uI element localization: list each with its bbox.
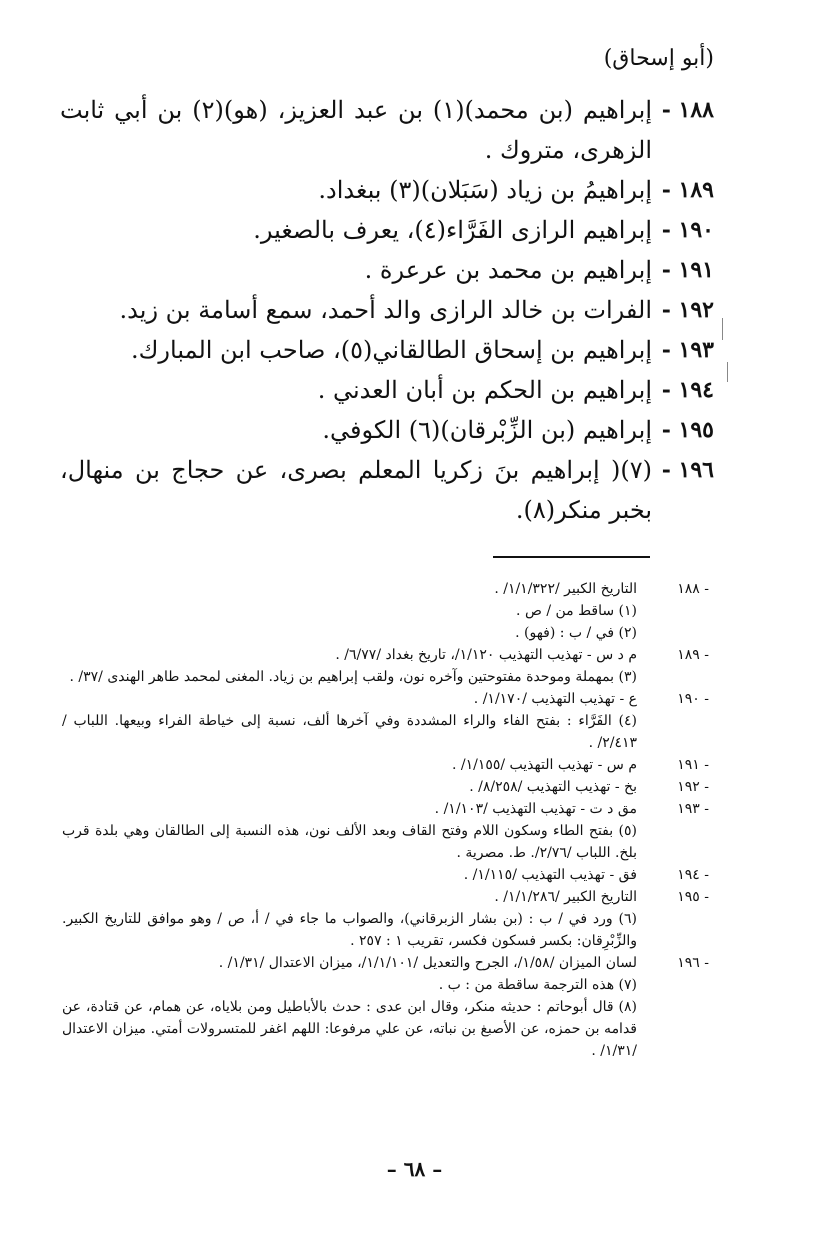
margin-mark (722, 318, 723, 340)
footnote-entry-number (637, 666, 709, 688)
footnote-row (62, 974, 709, 996)
footnote-text: (٣) بمهملة وموحدة مفتوحتين وآخره نون، ولقب إبراهيم بن زياد. المغنى لمحمد طاهر الهندى /٣٧/ . (69, 669, 637, 685)
footnote-text: (٢) في / ب : (فهو) . (515, 625, 637, 641)
entry-number: ١٩٣ - (661, 337, 714, 363)
footnote-entry-number: - ١٨٨ (677, 581, 709, 597)
footnote-entry-number (637, 908, 709, 952)
entry-192 (60, 290, 714, 330)
footnote-row (62, 864, 709, 886)
entries-list (60, 90, 714, 530)
entry-text: إبراهيم بن إسحاق الطالقاني(٥)، صاحب ابن المبارك. (131, 336, 652, 364)
footnote-row (62, 578, 709, 600)
entry-text: (٧)( إبراهيم بنَ زكريا المعلم بصرى، عن حجاج بن منهال، بخبر منكر(٨). (60, 456, 652, 524)
entry-number: ١٩٢ - (661, 297, 714, 323)
entry-190 (60, 210, 714, 250)
entry-number: ١٩١ - (661, 257, 714, 283)
footnote-text: (٤) الفَرَّاء : بفتح الفاء والراء المشددة وفي آخرها ألف، نسبة إلى خياطة الفراء وبيعها. اللباب /٢/٤١٣/ . (62, 713, 637, 751)
entry-text: إبراهيم (بن محمد)(١) بن عبد العزيز، (هو)(٢) بن أبي ثابت الزهرى، متروك . (60, 96, 653, 164)
footnote-entry-number: - ١٩٠ (677, 691, 709, 707)
entry-number: ١٩٥ - (661, 417, 714, 443)
footnote-row (62, 688, 709, 710)
entry-189 (60, 170, 714, 210)
footnote-text: التاريخ الكبير /١/١/٢٨٦/ . (494, 889, 637, 905)
entry-193 (60, 330, 714, 370)
entry-194 (60, 370, 714, 410)
page-number: – ٦٨ – (386, 1157, 443, 1181)
footnote-entry-number: - ١٩٢ (677, 779, 709, 795)
footnote-entry-number (637, 996, 709, 1062)
footnote-row (62, 600, 709, 622)
entry-number: ١٩٤ - (661, 377, 714, 403)
footnote-row (62, 644, 709, 666)
footnote-text: فق - تهذيب التهذيب /١/١١٥/ . (463, 867, 637, 883)
footnote-entry-number: - ١٩٤ (677, 867, 709, 883)
footnote-row (62, 776, 709, 798)
footnote-text: ع - تهذيب التهذيب /١/١٧٠/ . (473, 691, 637, 707)
footnote-text: (٥) بفتح الطاء وسكون اللام وفتح القاف وبعد الألف نون، هذه النسبة إلى الطالقان وهي بلدة قرب بلخ. اللباب /٢/٧٦/. ط. مصرية . (62, 823, 637, 861)
footnote-row (62, 886, 709, 908)
footnotes-list (62, 578, 709, 1062)
footnote-entry-number (637, 974, 709, 996)
footnote-entry-number (637, 710, 709, 754)
entry-188 (60, 90, 714, 170)
footnote-text: م س - تهذيب التهذيب /١/١٥٥/ . (451, 757, 637, 773)
footnote-row (62, 952, 709, 974)
footnote-text: (٧) هذه الترجمة ساقطة من : ب . (438, 977, 637, 993)
entry-195 (60, 410, 714, 450)
entry-number: ١٨٩ - (661, 177, 714, 203)
footnote-text: (١) ساقط من / ص . (516, 603, 637, 619)
footnote-row (62, 996, 709, 1062)
footnote-entry-number: - ١٩٦ (677, 955, 709, 971)
running-header: (أبو إسحاق) (603, 46, 714, 71)
entry-text: إبراهيم الرازى الفَرَّاء(٤)، يعرف بالصغير. (253, 216, 652, 244)
margin-mark (727, 362, 728, 382)
footnote-entry-number (637, 600, 709, 622)
footnote-text: (٦) ورد في / ب : (بن بشار الزبرقاني)، والصواب ما جاء في / أ، ص / وهو موافق للتاريخ الكبير. والزِّبْرِقان: بكسر فسكون فكسر، تقريب ١ : ٢٥٧ . (62, 911, 637, 949)
footnote-row (62, 820, 709, 864)
entry-number: ١٩٦ - (661, 457, 714, 483)
entry-text: الفرات بن خالد الرازى والد أحمد، سمع أسامة بن زيد. (119, 296, 652, 324)
footnote-text: بخ - تهذيب التهذيب /٨/٢٥٨/ . (469, 779, 637, 795)
entry-text: إبراهيم (بن الزِّبْرقان)(٦) الكوفي. (322, 416, 652, 444)
footnote-row (62, 666, 709, 688)
footnote-row (62, 754, 709, 776)
entry-text: إبراهيم بن محمد بن عرعرة . (364, 256, 652, 284)
footnote-entry-number (637, 820, 709, 864)
footnote-entry-number: - ١٩١ (677, 757, 709, 773)
entry-191 (60, 250, 714, 290)
footnote-entry-number: - ١٨٩ (677, 647, 709, 663)
footnote-row (62, 798, 709, 820)
footnote-row (62, 622, 709, 644)
entry-number: ١٩٠ - (661, 217, 714, 243)
footnote-text: التاريخ الكبير /١/١/٣٢٢/ . (494, 581, 637, 597)
footnote-text: لسان الميزان /١/٥٨/، الجرح والتعديل /١/١/١٠١/، ميزان الاعتدال /١/٣١/ . (218, 955, 637, 971)
footnote-entry-number (637, 622, 709, 644)
entry-number: ١٨٨ - (661, 97, 714, 123)
footnote-row (62, 908, 709, 952)
footnote-row (62, 710, 709, 754)
footnote-entry-number: - ١٩٥ (677, 889, 709, 905)
footnote-text: (٨) قال أبوحاتم : حديثه منكر، وقال ابن عدى : حدث بالأباطيل ومن بلاياه، عن همام، عن قتادة، عن قدامه بن حمزه، عن الأصبغ بن نباته، عن علي مرفوعا: اللهم اغفر للمتسرولات أمتي. ميزان الاعتدال /١/٣١/ . (62, 999, 637, 1059)
footnote-entry-number: - ١٩٣ (677, 801, 709, 817)
footnote-text: م د س - تهذيب التهذيب ١/١٢٠/، تاريخ بغداد /٦/٧٧/ . (335, 647, 637, 663)
entry-text: إبراهيمُ بن زياد (سَبَلان)(٣) ببغداد. (318, 176, 652, 204)
entry-196 (60, 450, 714, 530)
footnote-text: مق د ت - تهذيب التهذيب /١/١٠٣/ . (434, 801, 637, 817)
footnote-divider (493, 556, 650, 558)
entry-text: إبراهيم بن الحكم بن أبان العدني . (317, 376, 652, 404)
